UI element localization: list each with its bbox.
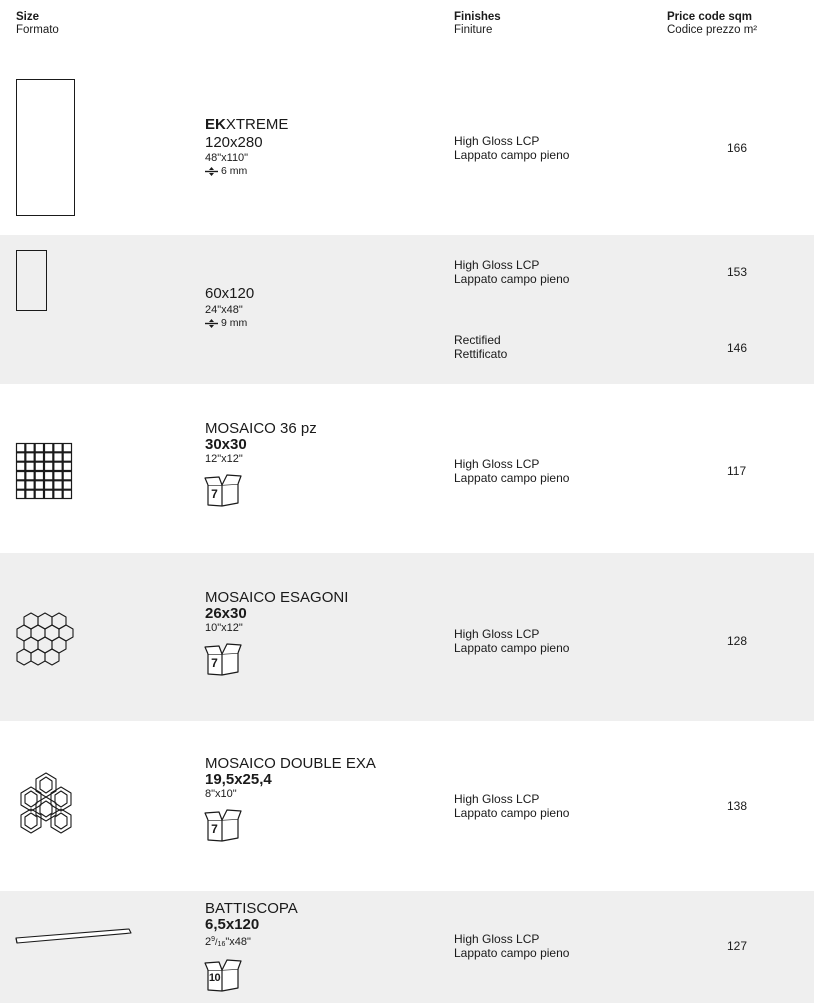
size-column-header xyxy=(16,11,59,37)
finish-en: High Gloss LCP xyxy=(454,258,540,272)
finish-it: Rettificato xyxy=(454,347,508,361)
price-code: 117 xyxy=(727,464,747,478)
finish-en: High Gloss LCP xyxy=(454,627,540,641)
thickness-value: 6 mm xyxy=(221,165,248,177)
thickness-icon xyxy=(205,167,218,176)
square-mosaic-grid-icon xyxy=(16,443,72,499)
price-header-it: Codice prezzo m² xyxy=(667,24,758,36)
box-count: 7 xyxy=(211,822,218,836)
price-header-en: Price code sqm xyxy=(667,11,753,23)
product-size-cm: 120x280 xyxy=(205,134,263,151)
product-size-cm: 30x30 xyxy=(205,436,247,453)
finish-it: Lappato campo pieno xyxy=(454,806,570,820)
product-size-inches: 12"x12" xyxy=(205,453,243,465)
product-size-cm: 6,5x120 xyxy=(205,916,260,933)
hexagon-mosaic-icon xyxy=(15,612,77,667)
price-code: 146 xyxy=(727,341,748,355)
finishes-column-header xyxy=(454,11,501,37)
box-count: 10 xyxy=(208,972,221,984)
double-hexagon-mosaic-icon xyxy=(17,771,75,835)
finish-entry xyxy=(454,457,569,485)
finish-it: Lappato campo pieno xyxy=(454,471,570,485)
finish-entry xyxy=(454,627,569,655)
box-count: 7 xyxy=(211,656,218,670)
finishes-header-en: Finishes xyxy=(454,11,501,23)
product-name: MOSAICO DOUBLE EXA xyxy=(205,755,376,772)
product-size-cm: 19,5x25,4 xyxy=(205,771,272,788)
finish-entry xyxy=(454,792,569,820)
finish-entry xyxy=(454,258,569,286)
size-header-it: Formato xyxy=(16,24,59,36)
finish-en: High Gloss LCP xyxy=(454,134,540,148)
price-code: 166 xyxy=(727,141,748,155)
product-size-cm: 60x120 xyxy=(205,285,255,302)
box-count: 7 xyxy=(211,487,218,501)
finish-entry xyxy=(454,333,507,361)
product-name: MOSAICO 36 pz xyxy=(205,420,317,437)
box-pieces xyxy=(205,642,241,676)
finish-en: High Gloss LCP xyxy=(454,932,540,946)
finishes-header-it: Finiture xyxy=(454,24,493,36)
finish-en: High Gloss LCP xyxy=(454,457,540,471)
product-size-inches: $2^9/_{16}"x48$" xyxy=(205,936,251,948)
tile-outline-icon xyxy=(16,250,47,311)
large-slab-outline-icon xyxy=(16,79,75,216)
finish-it: Lappato campo pieno xyxy=(454,148,570,162)
product-size-inches: 48"x110" xyxy=(205,152,249,164)
thickness-value: 9 mm xyxy=(221,317,248,329)
row-band-esagoni xyxy=(0,553,814,721)
price-column-header xyxy=(667,11,757,37)
skirting-board-icon xyxy=(15,928,133,946)
thickness xyxy=(205,317,254,329)
price-code: 153 xyxy=(727,265,748,279)
finish-entry xyxy=(454,134,569,162)
finish-en: Rectified xyxy=(454,333,501,347)
product-mosaico-esagoni xyxy=(205,590,348,676)
product-name: EKXTREME xyxy=(205,116,289,133)
product-name: MOSAICO ESAGONI xyxy=(205,589,349,606)
product-60x120 xyxy=(205,286,254,329)
finish-it: Lappato campo pieno xyxy=(454,946,570,960)
product-mosaico-36 xyxy=(205,421,317,507)
product-size-inches: 10"x12" xyxy=(205,622,243,634)
product-battiscopa xyxy=(205,901,298,992)
row-band-60x120 xyxy=(0,235,814,384)
box-pieces xyxy=(205,958,241,992)
box-pieces xyxy=(205,473,241,507)
finish-it: Lappato campo pieno xyxy=(454,641,570,655)
price-code: 127 xyxy=(727,939,748,953)
product-name: BATTISCOPA xyxy=(205,900,298,917)
price-code: 138 xyxy=(727,799,748,813)
product-size-cm: 26x30 xyxy=(205,605,247,622)
finish-entry xyxy=(454,932,569,960)
finish-it: Lappato campo pieno xyxy=(454,272,570,286)
row-band-battiscopa xyxy=(0,891,814,1003)
product-size-inches: 24"x48" xyxy=(205,304,243,316)
size-header-en: Size xyxy=(16,11,40,23)
finish-en: High Gloss LCP xyxy=(454,792,540,806)
price-code: 128 xyxy=(727,634,748,648)
thickness xyxy=(205,165,288,177)
product-ekxtreme xyxy=(205,117,288,177)
thickness-icon xyxy=(205,319,218,328)
box-pieces xyxy=(205,808,241,842)
product-mosaico-double-exa xyxy=(205,756,376,842)
product-size-inches: 8"x10" xyxy=(205,788,237,800)
